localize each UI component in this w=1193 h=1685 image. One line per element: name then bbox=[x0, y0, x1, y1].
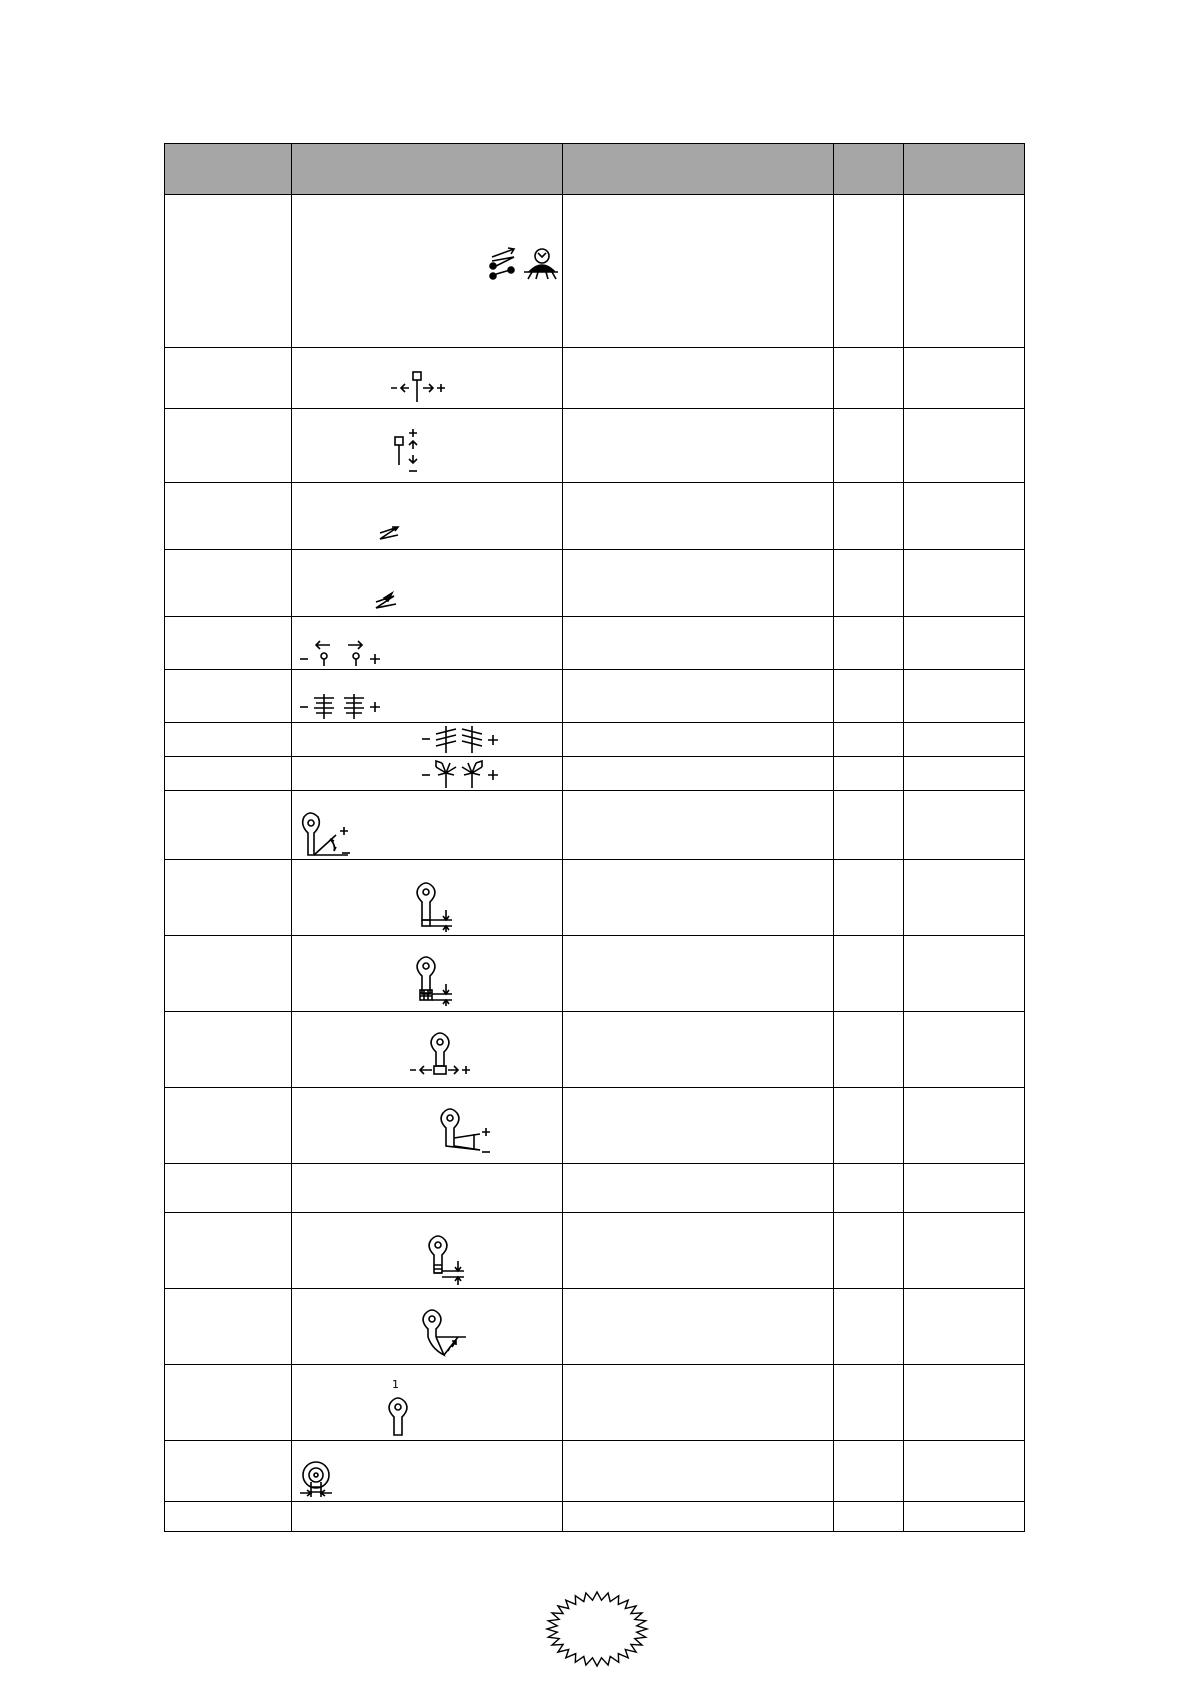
table-row bbox=[165, 723, 1025, 757]
switch-multi-icon bbox=[488, 247, 520, 281]
vertical-position-arrows-icon bbox=[393, 427, 421, 475]
turtle-lightning-icon bbox=[522, 247, 560, 283]
bulb-shift-icon bbox=[410, 1032, 476, 1080]
bulb-corner-angle-icon bbox=[422, 1309, 472, 1359]
table-row bbox=[165, 757, 1025, 791]
header-cell-1 bbox=[165, 144, 292, 195]
round-bulb-width-icon bbox=[300, 1461, 340, 1499]
table-row bbox=[165, 483, 1025, 550]
lightning-pen-icon bbox=[372, 592, 400, 614]
table-row bbox=[165, 1441, 1025, 1502]
page-number-burst-badge bbox=[545, 1590, 649, 1668]
bulb-number-icon bbox=[386, 1377, 410, 1437]
comb-spacing-icon bbox=[300, 692, 384, 720]
header-cell-2 bbox=[292, 144, 563, 195]
bulb-height-icon bbox=[416, 882, 456, 932]
table-row bbox=[165, 1088, 1025, 1164]
table-row bbox=[165, 1365, 1025, 1441]
bulb-number-label: 1 bbox=[392, 1378, 399, 1391]
bulb-grid-height-icon bbox=[416, 956, 456, 1008]
bulb-tilt-icon bbox=[440, 1108, 494, 1158]
table-row bbox=[165, 617, 1025, 670]
horizontal-position-arrows-icon bbox=[391, 370, 449, 404]
table-row bbox=[165, 348, 1025, 409]
table-row bbox=[165, 1502, 1025, 1532]
table-row bbox=[165, 195, 1025, 348]
tree-spread-icon bbox=[422, 759, 502, 789]
table-row bbox=[165, 1012, 1025, 1088]
table-row bbox=[165, 1289, 1025, 1365]
table-row bbox=[165, 409, 1025, 483]
header-cell-4 bbox=[834, 144, 904, 195]
table-row bbox=[165, 670, 1025, 723]
table-row bbox=[165, 550, 1025, 617]
table-header-row bbox=[165, 144, 1025, 195]
header-cell-3 bbox=[563, 144, 834, 195]
table-row bbox=[165, 936, 1025, 1012]
symbol-table bbox=[164, 143, 1025, 1532]
bulb-stripes-height-icon bbox=[428, 1235, 468, 1285]
bulb-angle-icon bbox=[300, 811, 362, 857]
table-row bbox=[165, 1164, 1025, 1213]
lightning-icon bbox=[376, 525, 402, 545]
slanted-comb-icon bbox=[422, 726, 502, 754]
table-row bbox=[165, 791, 1025, 860]
lamp-spacing-icon bbox=[300, 639, 384, 667]
table-row bbox=[165, 1213, 1025, 1289]
table-row bbox=[165, 860, 1025, 936]
header-cell-5 bbox=[904, 144, 1025, 195]
